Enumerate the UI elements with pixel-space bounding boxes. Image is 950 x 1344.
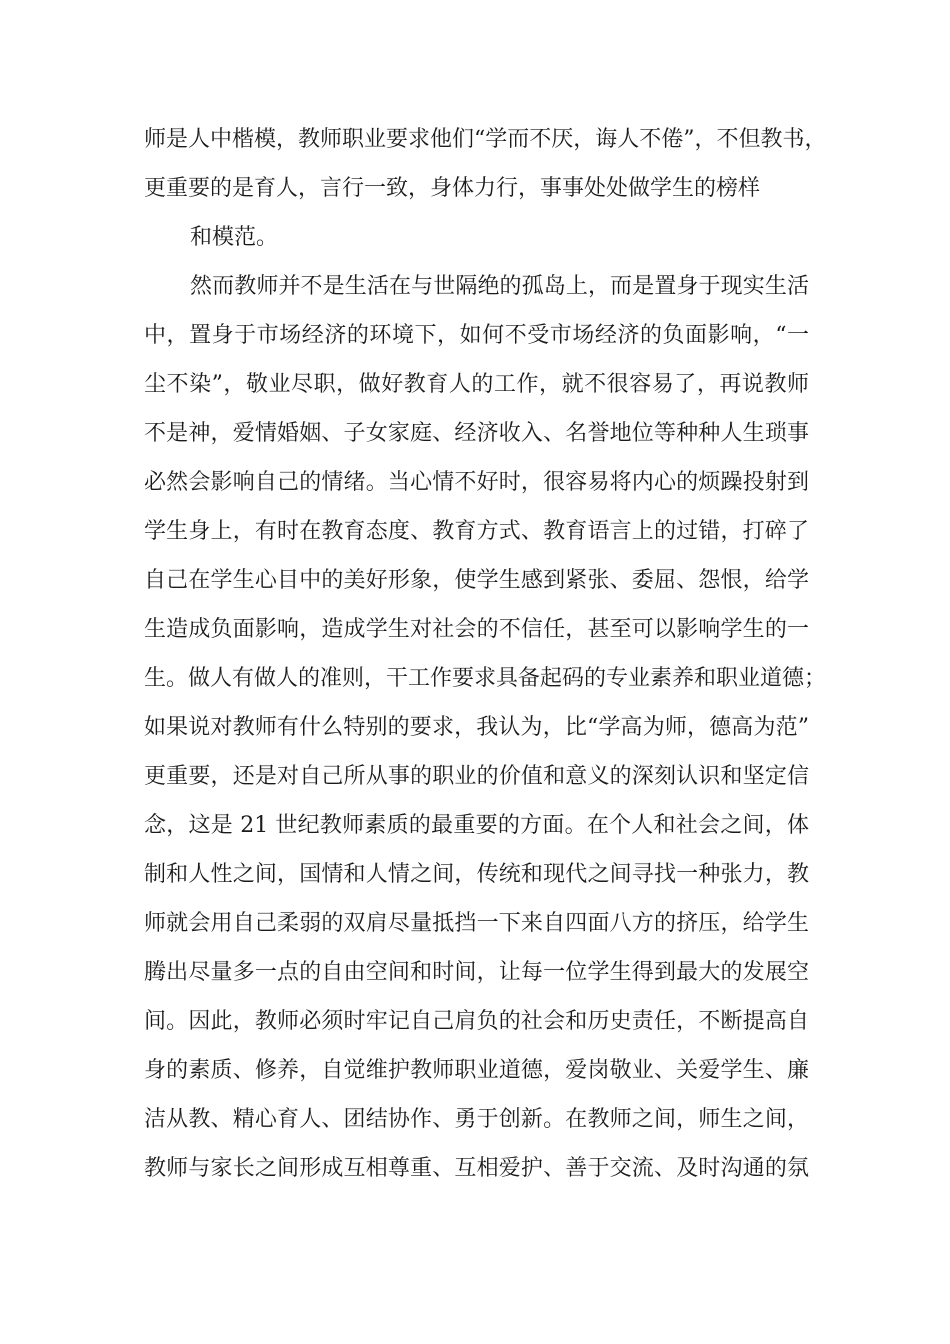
text-line: 必然会影响自己的情绪。当心情不好时，很容易将内心的烦躁投射到 bbox=[144, 470, 809, 495]
text-line: 洁从教、精心育人、团结协作、勇于创新。在教师之间，师生之间， bbox=[144, 1107, 809, 1132]
body-text bbox=[144, 115, 827, 1193]
text-line: 和模范。 bbox=[190, 225, 279, 250]
text-line: 生。做人有做人的准则，干工作要求具备起码的专业素养和职业道德； bbox=[144, 666, 827, 691]
text-line: 腾出尽量多一点的自由空间和时间，让每一位学生得到最大的发展空 bbox=[144, 960, 809, 985]
text-line: 尘不染”，敬业尽职，做好教育人的工作，就不很容易了，再说教师 bbox=[144, 372, 809, 397]
text-line: 身的素质、修养，自觉维护教师职业道德，爱岗敬业、关爱学生、廉 bbox=[144, 1058, 809, 1083]
text-line: 教师与家长之间形成互相尊重、互相爱护、善于交流、及时沟通的氛 bbox=[144, 1156, 809, 1181]
text-line: 学生身上，有时在教育态度、教育方式、教育语言上的过错，打碎了 bbox=[144, 519, 809, 544]
paragraph-first-line: 然而教师并不是生活在与世隔绝的孤岛上，而是置身于现实生活 bbox=[190, 274, 809, 299]
text-line: 更重要的是育人，言行一致，身体力行，事事处处做学生的榜样 bbox=[144, 176, 761, 201]
text-line: 念，这是 21 世纪教师素质的最重要的方面。在个人和社会之间，体 bbox=[144, 813, 809, 838]
text-line: 如果说对教师有什么特别的要求，我认为，比“学高为师，德高为范” bbox=[144, 715, 809, 740]
text-line: 生造成负面影响，造成学生对社会的不信任，甚至可以影响学生的一 bbox=[144, 617, 809, 642]
text-line: 更重要，还是对自己所从事的职业的价值和意义的深刻认识和坚定信 bbox=[144, 764, 809, 789]
text-line: 师就会用自己柔弱的双肩尽量抵挡一下来自四面八方的挤压，给学生 bbox=[144, 911, 809, 936]
text-line: 间。因此，教师必须时牢记自己肩负的社会和历史责任，不断提高自 bbox=[144, 1009, 809, 1034]
text-line: 制和人性之间，国情和人情之间，传统和现代之间寻找一种张力，教 bbox=[144, 862, 809, 887]
text-line: 中，置身于市场经济的环境下，如何不受市场经济的负面影响，“一 bbox=[144, 323, 809, 348]
text-line: 不是神，爱情婚姻、子女家庭、经济收入、名誉地位等种种人生琐事 bbox=[144, 421, 809, 446]
text-line: 自己在学生心目中的美好形象，使学生感到紧张、委屈、怨恨，给学 bbox=[144, 568, 809, 593]
text-line: 师是人中楷模，教师职业要求他们“学而不厌，诲人不倦”，不但教书， bbox=[144, 127, 827, 152]
